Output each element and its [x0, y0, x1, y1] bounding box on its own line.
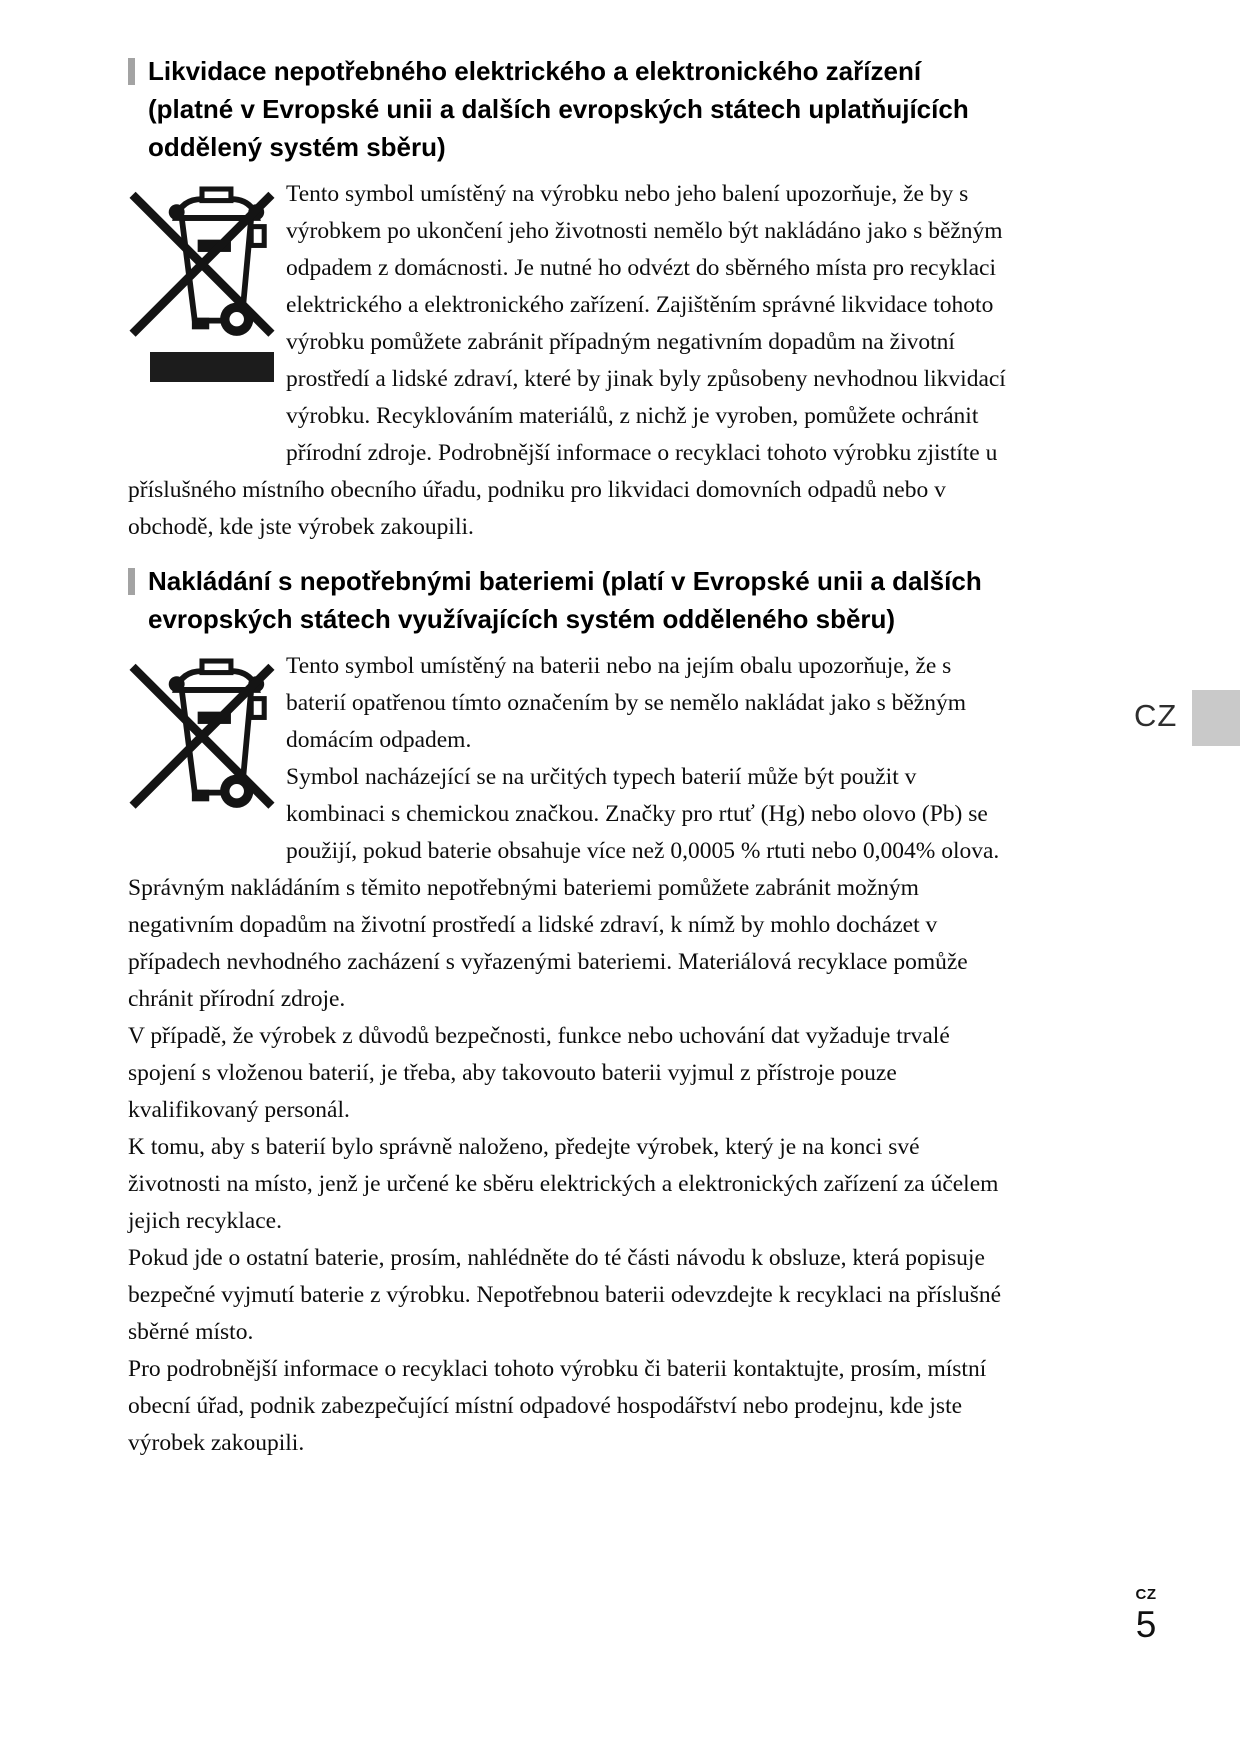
language-index-tab: [1192, 690, 1240, 746]
language-code-label: CZ: [1134, 698, 1178, 733]
page-footer: [1124, 1586, 1168, 1646]
battery-figure: [128, 648, 286, 858]
heading-accent-bar: [128, 58, 135, 85]
weee-figure: [128, 176, 286, 456]
crossed-out-wheelie-bin-icon: [128, 176, 276, 338]
footer-language-code: CZ: [1135, 1586, 1157, 1603]
section-heading-weee: [128, 52, 1012, 166]
paragraph: Pro podrobnější informace o recyklaci tohoto výrobku či baterii kontaktujte, prosím, místní obecní úřad, podnik zabezpečující místní odpadové hospodářství nebo prodejnu, kde jste výrobek zakoupili.: [128, 1356, 987, 1456]
paragraph: Symbol nacházející se na určitých typech baterií může být použit v kombinaci s chemickou značkou. Značky pro rtuť (Hg) nebo olovo (Pb) se použijí, pokud baterie obsahuje více než 0,0005 % rtuti nebo 0,004% olova.: [286, 764, 1000, 864]
heading-text: Nakládání s nepotřebnými bateriemi (platí v Evropské unii a dalších evropských státech využívajících systém odděleného sběru): [148, 566, 982, 634]
heading-text: Likvidace nepotřebného elektrického a elektronického zařízení (platné v Evropské unii a dalších evropských státech uplatňujících oddělený systém sběru): [148, 56, 969, 162]
paragraph: Pokud jde o ostatní baterie, prosím, nahlédněte do té části návodu k obsluze, která popisuje bezpečné vyjmutí baterie z výrobku. Nepotřebnou baterii odevzdejte k recyklaci na příslušné sběrné místo.: [128, 1245, 1002, 1345]
page-number: 5: [1135, 1604, 1157, 1645]
paragraph: Správným nakládáním s těmito nepotřebnými bateriemi pomůžete zabránit možným negativním dopadům na životní prostředí a lidské zdraví, k nímž by mohlo docházet v případech nevhodného zacházení s vyřazenými bateriemi. Materiálová recyklace pomůže chránit přírodní zdroje.: [128, 875, 968, 1012]
section-heading-batteries: [128, 562, 1012, 638]
section-body-weee: [128, 176, 1012, 546]
section-battery-disposal: [128, 562, 1012, 1462]
section-body-batteries: [128, 648, 1012, 1462]
paragraph: K tomu, aby s baterií bylo správně naloženo, předejte výrobek, který je na konci své životnosti na místo, jenž je určené ke sběru elektrických a elektronických zařízení za účelem jejich recyklace.: [128, 1134, 999, 1234]
paragraph: Tento symbol umístěný na baterii nebo na jejím obalu upozorňuje, že s baterií opatřenou tímto označením by se nemělo nakládat jako s běžným domácím odpadem.: [286, 653, 966, 753]
heading-accent-bar: [128, 568, 135, 595]
page-content: [128, 52, 1012, 1462]
paragraph: V případě, že výrobek z důvodů bezpečnosti, funkce nebo uchování dat vyžaduje trvalé spojení s vloženou baterií, je třeba, aby takovouto baterii vyjmul z přístroje pouze kvalifikovaný personál.: [128, 1023, 950, 1123]
crossed-out-wheelie-bin-icon: [128, 648, 276, 810]
weee-black-bar: [150, 352, 274, 382]
paragraph: Tento symbol umístěný na výrobku nebo jeho balení upozorňuje, že by s výrobkem po ukončení jeho životnosti nemělo být nakládáno jako s běžným odpadem z domácnosti. Je nutné ho odvézt do sběrného místa pro recyklaci elektrického a elektronického zařízení. Zajištěním správné likvidace tohoto výrobku pomůžete zabránit případným negativním dopadům na životní prostředí a lidské zdraví, které by jinak byly způsobeny nevhodnou likvidací výrobku. Recyklováním materiálů, z nichž je vyroben, pomůžete ochránit přírodní zdroje. Podrobnější informace o recyklaci tohoto výrobku zjistíte u příslušného místního obecního úřadu, podniku pro likvidaci domovních odpadů nebo v obchodě, kde jste výrobek zakoupili.: [128, 181, 1006, 540]
section-weee-disposal: [128, 52, 1012, 546]
